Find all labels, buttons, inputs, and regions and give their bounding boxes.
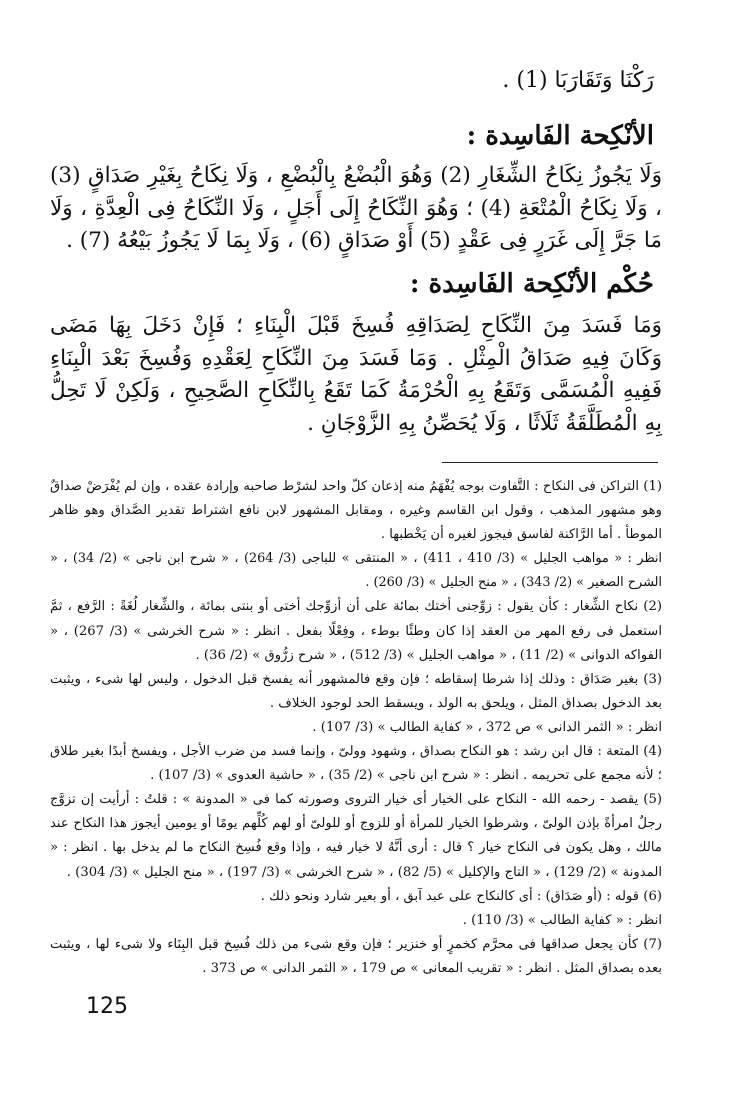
footnote-1: (1) التراكن فى النكاح : التَّفاوت بوجه يُفْهَمُ منه إذعان كلّ واحد لشرْط صاحبه وإرادة عقده ، وإن لم يُفْرَضْ صداقٌ وهو مشهور المذهب ، وقول ابن القاسم وغيره ، ومقابل المشهور لابن نافع اشتراط تقدير الصَّداق وهو ظاهر الموطأ . أما الرَّاكنة لفاسق فيجوز لغيره أن يَخْطبها .: [50, 479, 662, 543]
section-heading-fasid-marriages: الأنْكِحة الفَاسِدة :: [466, 121, 654, 151]
section-body-fasid-marriages: [50, 160, 662, 258]
footnote-4: (4) المتعة : قال ابن رشد : هو النكاح بصداق ، وشهود وولىّ ، وإنما فسد من ضرب الأجل ، ويفسخ أبدًا بغير طلاق ؛ لأنه مجمع على تحريمه . انظر : « شرح ابن ناجى » (2/ 35) ، « حاشية العدوى » (3/ 107) .: [50, 744, 662, 784]
footnote-divider: [442, 462, 658, 463]
footnote-5: (5) يقصد - رحمه الله - النكاح على الخيار أى خيار التروى وصورته كما فى « المدونة » : قلتُ : أرأيت إن تزوَّج رجلٌ امرأةً بإذن الولىّ ، وشرطوا الخيار للمرأة أو للزوج أو للولىّ أو لهم كُلِّهم يومًا أو يومين أيجوز هذا النكاح عند مالك ، وهل يكون فى النكاح خيار ؟ قال : أرى أنَّهُ لا خيار فيه ، وإذا وقع فُسِخ النكاح ما لم يدخل بها . انظر : « المدونة » (2/ 129) ، « التاج والإكليل » (5/ 82) ، « شرح الخرشى » (3/ 197) ، « منح الجليل » (3/ 304) .: [50, 792, 662, 880]
body-paragraph: وَمَا فَسَدَ مِنَ النِّكَاحِ لِصَدَاقِهِ فُسِخَ قَبْلَ الْبِنَاءِ ؛ فَإِنْ دَخَلَ بِهَا مَضَى وَكَانَ فِيهِ صَدَاقُ الْمِثْلِ . وَمَا فَسَدَ مِنَ النِّكَاحِ لِعَقْدِهِ وَفُسِخَ بَعْدَ الْبِنَاءِ فَفِيهِ الْمُسَمَّى وَتَقَعُ بِهِ الْحُرْمَةُ كَمَا تَقَعُ بِالنِّكَاحِ الصَّحِيحِ ، وَلَكِنْ لَا تَحِلُّ بِهِ الْمُطَلَّقَةُ ثَلَاثًا ، وَلَا يُحَصِّنُ بِهِ الزَّوْجَانِ .: [50, 313, 662, 436]
section-body-ruling: [50, 310, 662, 440]
footnotes-block: [50, 475, 662, 981]
footnote-6-sources: انظر : « كفاية الطالب » (3/ 110) .: [462, 912, 662, 928]
continuation-line: رَكْنَا وَتَقَارَبَا (1) .: [502, 68, 654, 93]
body-paragraph: وَلَا يَجُوزُ نِكَاحُ الشِّغَارِ (2) وَهُوَ الْبُضْعُ بِالْبُضْعِ ، وَلَا نِكَاحُ بِغَيْرِ صَدَاقٍ (3) ، وَلَا نِكَاحُ الْمُتْعَةِ (4) ؛ وَهُوَ النِّكَاحُ إِلَى أَجَلٍ ، وَلَا النِّكَاحُ فِى الْعِدَّةِ ، وَلَا مَا جَرَّ إِلَى غَرَرٍ فِى عَقْدٍ (5) أَوْ صَدَاقٍ (6) ، وَلَا بِمَا لَا يَجُوزُ بَيْعُهُ (7) .: [50, 163, 662, 253]
section-heading-ruling: حُكْم الأنْكِحة الفَاسِدة :: [409, 269, 654, 299]
footnote-6: (6) قوله : (أو صَدَاق) : أى كالنكاح على عبد آبق ، أو بعير شارد ونحو ذلك .: [260, 888, 662, 904]
footnote-3-sources: انظر : « الثمر الدانى » ص 372 ، « كفاية الطالب » (3/ 107) .: [312, 719, 662, 735]
footnote-2: (2) نكاح الشِّغار : كأن يقول : زوِّجنى أختك بمائة على أن أزوِّجك أختى أو بنتى بمائة ، والشِّغار لُغَةً : الرَّفع ، ثمَّ استعمل فى رفع المهر من العقد إذا كان وطئًا بوطء ، وفِعْلًا بفعل . انظر : « شرح الخرشى » (3/ 267) ، « الفواكه الدوانى » (2/ 11) ، « مواهب الجليل » (3/ 512) ، « شرح زرُّوق » (2/ 36) .: [50, 599, 662, 663]
footnote-7: (7) كأن يجعل صداقها فى محرَّم كخمرٍ أو خنزير ؛ فإن وقع شىء من ذلك فُسِخ قبل البِنَاء ولا شىء لها ، ويثبت بعده بصداق المثل . انظر : « تقريب المعانى » ص 179 ، « الثمر الدانى » ص 373 .: [50, 936, 662, 976]
page-number: 125: [86, 994, 128, 1019]
footnote-3: (3) بغير صَدَاق : وذلك إذا شرطا إسقاطه ؛ فإن وقع فالمشهور أنه يفسخ قبل الدخول ، وليس لها شىء ، ويثبت بعد الدخول بصداق المثل ، ويلحق به الولد ، ويسقط الحد لوجود الخلاف .: [50, 671, 662, 711]
footnote-1-sources: انظر : « مواهب الجليل » (3/ 410 ، 411) ، « المنتقى » للباجى (3/ 264) ، « شرح ابن ناجى » (2/ 34) ، « الشرح الصغير » (2/ 343) ، « منح الجليل » (3/ 260) .: [50, 551, 662, 591]
